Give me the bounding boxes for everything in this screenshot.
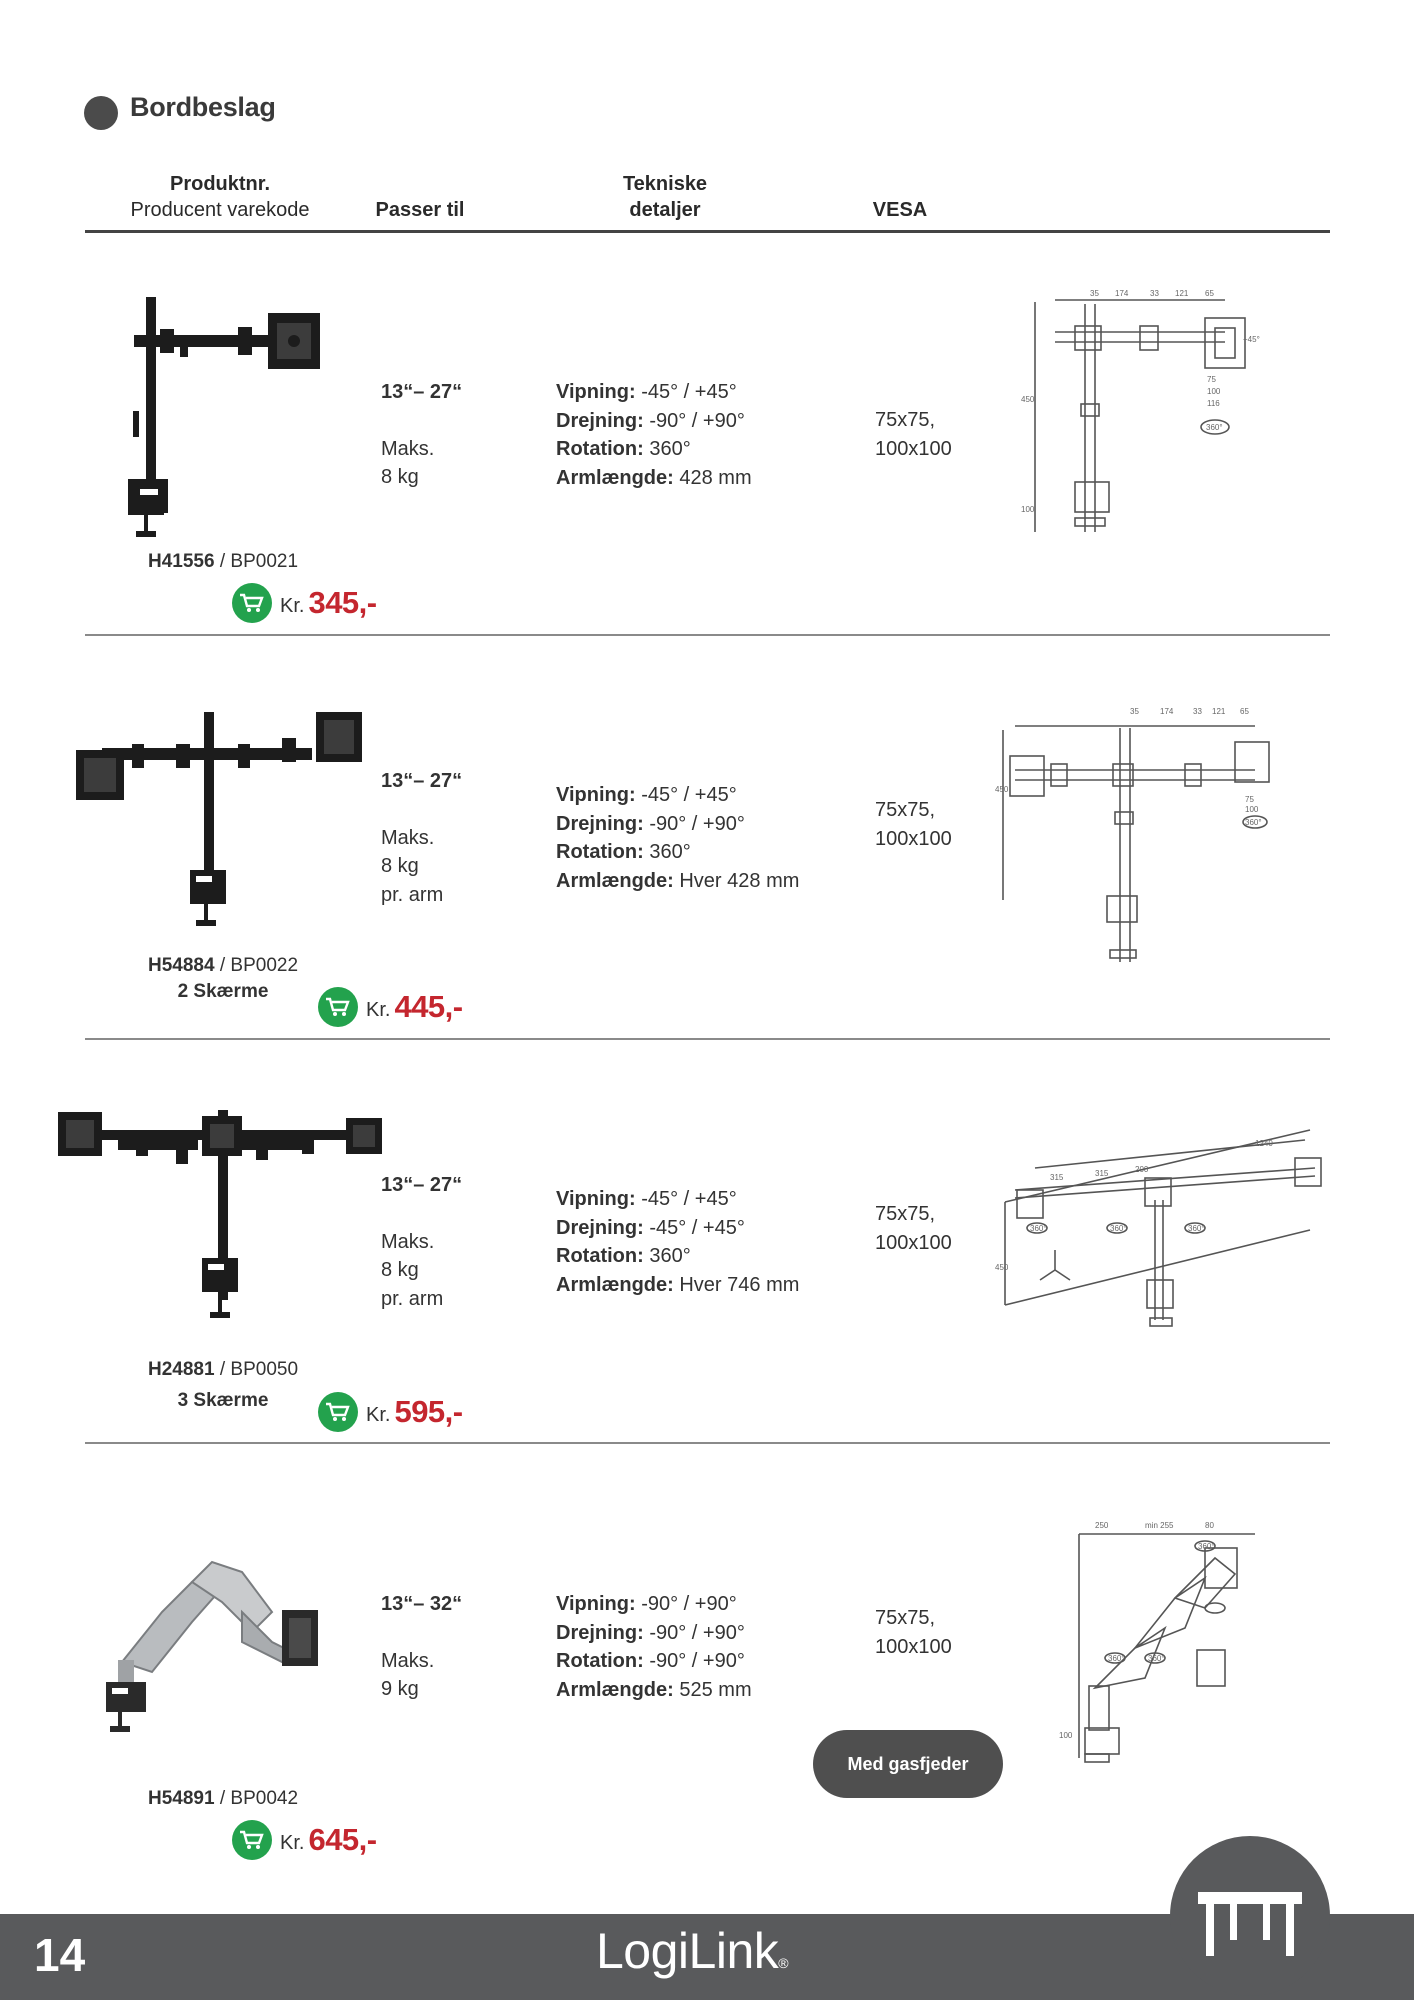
- swivel-label: Drejning:: [556, 1216, 644, 1239]
- max-weight: 8 kg: [381, 466, 419, 488]
- rotation-label: Rotation:: [556, 1245, 644, 1267]
- screen-count: 3 Skærme: [177, 1390, 269, 1411]
- price-value: 595,-: [394, 1394, 463, 1429]
- row-divider: [85, 634, 1330, 636]
- vesa-info: [875, 1604, 952, 1661]
- cart-icon[interactable]: [232, 1820, 272, 1860]
- fits-info: [381, 1171, 462, 1313]
- tech-details: [556, 1185, 799, 1299]
- arm-value: 428 mm: [679, 466, 752, 489]
- header-product-line2: Producent varekode: [130, 199, 310, 221]
- tech-details: [556, 378, 752, 492]
- header-tech-line2: detaljer: [629, 199, 701, 221]
- price-tag[interactable]: [318, 1392, 463, 1432]
- svg-text:450: 450: [995, 1263, 1009, 1272]
- swivel-value: -90° / +90°: [649, 1621, 745, 1644]
- currency-label: Kr.: [280, 1831, 305, 1854]
- gas-spring-badge: Med gasfjeder: [813, 1730, 1003, 1798]
- vesa-line1: 75x75,: [875, 1607, 936, 1629]
- technical-drawing: [1015, 282, 1305, 572]
- max-label: Maks.: [381, 437, 435, 460]
- product-code-mfr: BP0021: [230, 551, 299, 572]
- svg-text:360°: 360°: [1148, 1654, 1165, 1663]
- vesa-line1: 75x75,: [875, 409, 936, 431]
- screen-size: 13“– 27“: [381, 381, 463, 403]
- technical-drawing: [995, 1120, 1330, 1340]
- product-code-mfr: BP0042: [230, 1788, 299, 1809]
- rotation-label: Rotation:: [556, 1650, 644, 1672]
- max-weight: 8 kg: [381, 1259, 419, 1281]
- swivel-label: Drejning:: [556, 1621, 644, 1644]
- svg-text:360°: 360°: [1188, 1224, 1205, 1233]
- product-image-gas-spring-arm: [92, 1542, 322, 1742]
- swivel-value: -45° / +45°: [649, 1216, 745, 1239]
- max-label: Maks.: [381, 1649, 435, 1672]
- arm-value: 525 mm: [679, 1678, 752, 1701]
- svg-text:33: 33: [1150, 289, 1159, 298]
- price-tag[interactable]: [232, 1820, 377, 1860]
- svg-text:1240: 1240: [1255, 1139, 1273, 1148]
- header-product-line1: Produktnr.: [169, 173, 270, 195]
- svg-text:65: 65: [1240, 707, 1249, 716]
- vesa-line1: 75x75,: [875, 799, 936, 821]
- cart-icon[interactable]: [232, 583, 272, 623]
- svg-text:174: 174: [1115, 289, 1129, 298]
- product-code: H41556 / BP0021: [148, 551, 299, 572]
- tilt-label: Vipning:: [556, 1188, 636, 1210]
- product-image-dual-arm: [72, 700, 362, 940]
- desk-icon: [1192, 1888, 1308, 1960]
- product-code-internal: H54884: [148, 955, 215, 976]
- svg-text:min 255: min 255: [1145, 1521, 1174, 1530]
- arm-label: Armlængde:: [556, 466, 674, 489]
- technical-drawing: [995, 700, 1325, 980]
- product-code-internal: H24881: [148, 1359, 215, 1380]
- svg-text:100: 100: [1207, 387, 1221, 396]
- max-weight: 9 kg: [381, 1678, 419, 1700]
- svg-text:360°: 360°: [1206, 423, 1223, 432]
- page-number: 14: [34, 1929, 86, 1981]
- max-label: Maks.: [381, 1230, 435, 1253]
- brand-name: LogiLink: [596, 1923, 779, 1979]
- currency-label: Kr.: [366, 1403, 391, 1426]
- svg-text:+45°: +45°: [1243, 335, 1260, 344]
- fits-info: [381, 1590, 462, 1704]
- product-code-mfr: BP0022: [230, 955, 299, 976]
- svg-text:174: 174: [1160, 707, 1174, 716]
- svg-text:360°: 360°: [1108, 1654, 1125, 1663]
- product-image-single-arm: [120, 285, 320, 545]
- svg-text:75: 75: [1245, 795, 1254, 804]
- per-arm: pr. arm: [381, 1287, 444, 1310]
- vesa-info: [875, 796, 952, 853]
- product-code-mfr: BP0050: [230, 1359, 299, 1380]
- arm-label: Armlængde:: [556, 1273, 674, 1296]
- svg-text:116: 116: [1207, 399, 1220, 408]
- screen-size: 13“– 27“: [381, 770, 463, 792]
- cart-icon[interactable]: [318, 1392, 358, 1432]
- swivel-label: Drejning:: [556, 812, 644, 835]
- brand-logo: [596, 1922, 788, 1980]
- screen-size: 13“– 32“: [381, 1593, 463, 1615]
- header-vesa-label: VESA: [872, 199, 928, 221]
- swivel-value: -90° / +90°: [649, 812, 745, 835]
- price-tag[interactable]: [232, 583, 377, 623]
- svg-text:100: 100: [1021, 505, 1035, 514]
- rotation-value: -90° / +90°: [649, 1650, 745, 1672]
- header-fits-label: Passer til: [375, 199, 465, 221]
- svg-text:360°: 360°: [1245, 818, 1262, 827]
- vesa-line2: 100x100: [875, 827, 952, 850]
- price-value: 345,-: [308, 585, 377, 620]
- product-code: H54891 / BP0042: [148, 1788, 299, 1809]
- svg-text:121: 121: [1212, 707, 1226, 716]
- svg-text:200: 200: [1135, 1165, 1149, 1174]
- svg-text:360°: 360°: [1110, 1224, 1127, 1233]
- svg-text:100: 100: [1245, 805, 1259, 814]
- price-tag[interactable]: [318, 987, 463, 1027]
- screen-size: 13“– 27“: [381, 1174, 463, 1196]
- vesa-line2: 100x100: [875, 1231, 952, 1254]
- product-code-internal: H54891: [148, 1788, 215, 1809]
- tilt-value: -90° / +90°: [641, 1593, 737, 1615]
- product-code: H24881 / BP0050: [148, 1359, 299, 1380]
- header-fits: [370, 197, 470, 223]
- rotation-value: 360°: [649, 1245, 691, 1267]
- rotation-value: 360°: [649, 438, 691, 460]
- row-divider: [85, 1442, 1330, 1444]
- vesa-info: [875, 1200, 952, 1257]
- vesa-line2: 100x100: [875, 437, 952, 460]
- fits-info: [381, 378, 462, 492]
- svg-text:450: 450: [1021, 395, 1035, 404]
- svg-text:450: 450: [995, 785, 1009, 794]
- svg-text:100: 100: [1059, 1731, 1073, 1740]
- per-arm: pr. arm: [381, 883, 444, 906]
- max-label: Maks.: [381, 826, 435, 849]
- price-value: 645,-: [308, 1822, 377, 1857]
- header-tech-line1: Tekniske: [622, 173, 708, 195]
- currency-label: Kr.: [280, 594, 305, 617]
- tilt-label: Vipning:: [556, 784, 636, 806]
- desk-category-badge: [1170, 1836, 1330, 1996]
- section-bullet: [84, 96, 118, 130]
- svg-text:315: 315: [1050, 1173, 1064, 1182]
- product-code-internal: H41556: [148, 551, 215, 572]
- max-weight: 8 kg: [381, 855, 419, 877]
- vesa-line2: 100x100: [875, 1635, 952, 1658]
- svg-text:250: 250: [1095, 1521, 1109, 1530]
- arm-label: Armlængde:: [556, 869, 674, 892]
- header-vesa: [872, 197, 928, 223]
- svg-text:75: 75: [1207, 375, 1216, 384]
- rotation-label: Rotation:: [556, 841, 644, 863]
- vesa-info: [875, 406, 952, 463]
- header-product: [110, 171, 330, 223]
- tilt-label: Vipning:: [556, 381, 636, 403]
- tech-details: [556, 1590, 752, 1704]
- row-divider: [85, 1038, 1330, 1040]
- svg-text:35: 35: [1130, 707, 1139, 716]
- registered-mark: ®: [778, 1955, 789, 1971]
- tilt-label: Vipning:: [556, 1593, 636, 1615]
- arm-label: Armlængde:: [556, 1678, 674, 1701]
- product-code: H54884 / BP0022: [148, 955, 299, 976]
- svg-text:65: 65: [1205, 289, 1214, 298]
- swivel-value: -90° / +90°: [649, 409, 745, 432]
- arm-value: Hver 428 mm: [679, 869, 800, 892]
- svg-text:35: 35: [1090, 289, 1099, 298]
- product-image-triple-arm: [56, 1100, 386, 1340]
- fits-info: [381, 767, 462, 909]
- svg-text:315: 315: [1095, 1169, 1109, 1178]
- price-value: 445,-: [394, 989, 463, 1024]
- section-title: Bordbeslag: [130, 92, 276, 122]
- header-divider: [85, 230, 1330, 233]
- vesa-line1: 75x75,: [875, 1203, 936, 1225]
- arm-value: Hver 746 mm: [679, 1273, 800, 1296]
- svg-text:360°: 360°: [1198, 1542, 1215, 1551]
- svg-text:121: 121: [1175, 289, 1189, 298]
- swivel-label: Drejning:: [556, 409, 644, 432]
- tilt-value: -45° / +45°: [641, 784, 737, 806]
- rotation-label: Rotation:: [556, 438, 644, 460]
- rotation-value: 360°: [649, 841, 691, 863]
- tech-details: [556, 781, 799, 895]
- technical-drawing: [1055, 1518, 1275, 1768]
- svg-text:33: 33: [1193, 707, 1202, 716]
- header-tech: [580, 171, 750, 223]
- tilt-value: -45° / +45°: [641, 1188, 737, 1210]
- currency-label: Kr.: [366, 998, 391, 1021]
- cart-icon[interactable]: [318, 987, 358, 1027]
- svg-text:80: 80: [1205, 1521, 1214, 1530]
- screen-count: 2 Skærme: [177, 981, 269, 1002]
- svg-text:360°: 360°: [1030, 1224, 1047, 1233]
- tilt-value: -45° / +45°: [641, 381, 737, 403]
